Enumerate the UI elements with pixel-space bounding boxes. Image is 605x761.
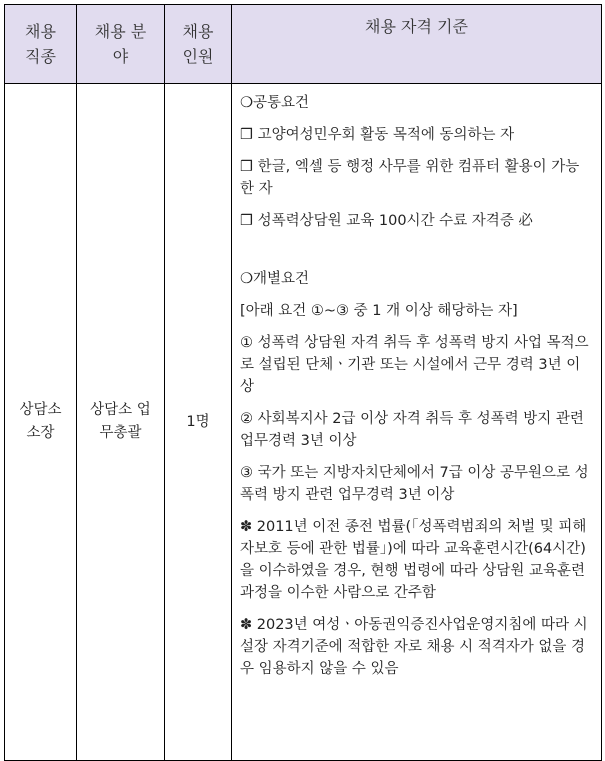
cell-criteria [232, 84, 602, 761]
individual-requirement-item: ② 사회복지사 2급 이상 자격 취득 후 성폭력 방지 관련 업무경력 3년 이상 [240, 411, 584, 449]
cell-job-type: 상담소 소장 [5, 84, 77, 761]
header-row [5, 5, 602, 84]
common-requirement-item: ❒ 한글, 엑셀 등 행정 사무를 위한 컴퓨터 활용이 가능한 자 [240, 159, 580, 197]
header-job-field: 채용 분 야 [77, 5, 165, 84]
individual-requirement-item: ① 성폭력 상담원 자격 취득 후 성폭력 방지 사업 목적으로 설립된 단체ㆍ기관 또는 시설에서 근무 경력 3년 이상 [240, 335, 589, 395]
common-requirement-item: ❒ 고양여성민우회 활동 목적에 동의하는 자 [240, 127, 515, 143]
table-row [5, 84, 602, 761]
header-job-type: 채용 직종 [5, 5, 77, 84]
recruitment-table [4, 4, 602, 761]
common-requirement-item: ❒ 성폭력상담원 교육 100시간 수료 자격증 必 [240, 213, 533, 229]
cell-job-field: 상담소 업 무총괄 [77, 84, 165, 761]
note-item: ✽ 2023년 여성ㆍ아동권익증진사업운영지침에 따라 시설장 자격기준에 적합한 자로 채용 시 적격자가 없을 경우 임용하지 않을 수 있음 [240, 617, 588, 677]
header-criteria: 채용 자격 기준 [232, 5, 602, 84]
section-spacer [240, 242, 593, 268]
note-item: ✽ 2011년 이전 종전 법률(「성폭력범죄의 처벌 및 피해자보호 등에 관한 법률」)에 따라 교육훈련시간(64시간)을 이수하였을 경우, 현행 법령에 따라 상담원 교육훈련과정을 이수한 사람으로 간주함 [240, 519, 587, 601]
individual-requirements-intro: [아래 요건 ①~③ 중 1 개 이상 해당하는 자] [240, 303, 518, 319]
header-headcount: 채용 인원 [165, 5, 232, 84]
individual-requirement-item: ③ 국가 또는 지방자치단체에서 7급 이상 공무원으로 성폭력 방지 관련 업무경력 3년 이상 [240, 465, 589, 503]
individual-requirements-title: ❍개별요건 [240, 271, 310, 287]
common-requirements-title: ❍공통요건 [240, 95, 310, 111]
cell-headcount: 1명 [165, 84, 232, 761]
